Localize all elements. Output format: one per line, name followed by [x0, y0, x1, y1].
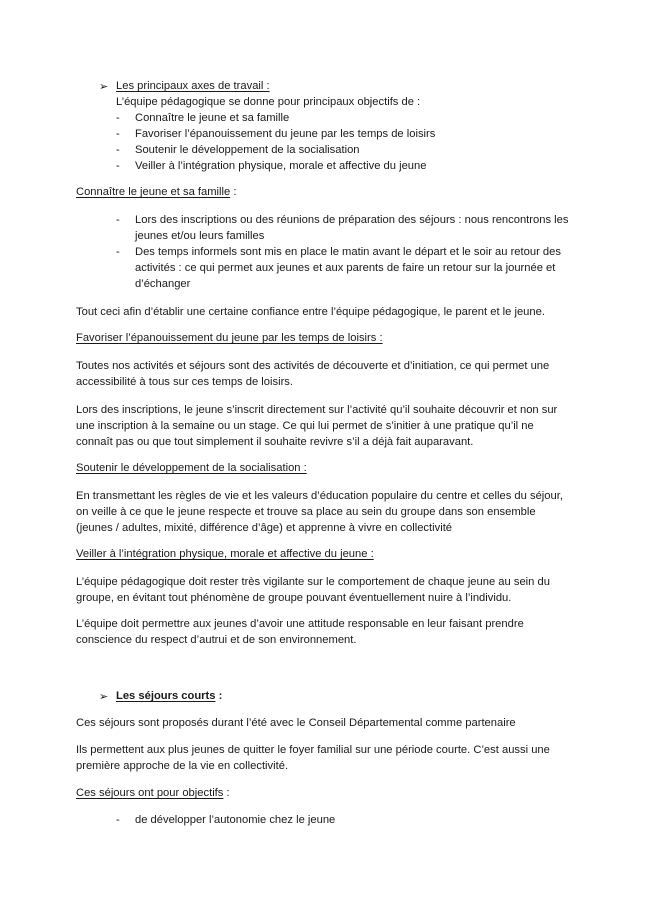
axes-item: Connaître le jeune et sa famille [135, 112, 290, 124]
axes-heading: Les principaux axes de travail : [116, 80, 270, 92]
dash-bullet-icon: - [116, 160, 120, 172]
dash-bullet-icon: - [116, 214, 120, 226]
dash-bullet-icon: - [116, 246, 120, 258]
axes-intro: L’équipe pédagogique se donne pour principaux objectifs de : [116, 96, 421, 108]
sejours-objective-item: de développer l’autonomie chez le jeune [135, 814, 336, 826]
section4-paragraph: L’équipe pédagogique doit rester très vigilante sur le comportement de chaque jeune au sein du groupe, en évitant tout phénomène de groupe pouvant éventuellement nuire à l’individu. [76, 576, 550, 604]
section2-paragraph: Toutes nos activités et séjours sont des activités de découverte et d’initiation, ce qui permet une accessibilité à tous sur ces temps de loisirs. [76, 360, 550, 388]
dash-bullet-icon: - [116, 814, 120, 826]
axes-item: Favoriser l’épanouissement du jeune par les temps de loisirs [135, 128, 436, 140]
sejours-heading: Les séjours courts : [116, 690, 223, 702]
section-heading-soutenir: Soutenir le développement de la socialisation : [76, 462, 307, 474]
dash-bullet-icon: - [116, 144, 120, 156]
dash-bullet-icon: - [116, 112, 120, 124]
section1-item: Lors des inscriptions ou des réunions de préparation des séjours : nous rencontrons les jeunes et/ou leurs familles [135, 214, 569, 242]
sejours-objectives-heading: Ces séjours ont pour objectifs : [76, 787, 230, 799]
arrow-bullet-icon: ➢ [99, 691, 109, 703]
sejours-paragraph: Ces séjours sont proposés durant l’été avec le Conseil Départemental comme partenaire [76, 717, 516, 729]
section-heading-veiller: Veiller à l’intégration physique, morale et affective du jeune : [76, 548, 374, 560]
section4-paragraph: L’équipe doit permettre aux jeunes d’avoir une attitude responsable en leur faisant prendre conscience du respect d’autrui et de son environnement. [76, 618, 524, 646]
section1-item: Des temps informels sont mis en place le matin avant le départ et le soir au retour des activités : ce qui permet aux jeunes et aux parents de faire un retour sur la journée et d’échanger [135, 246, 561, 290]
axes-item: Soutenir le développement de la socialisation [135, 144, 360, 156]
section1-conclusion: Tout ceci afin d’établir une certaine confiance entre l’équipe pédagogique, le parent et le jeune. [76, 306, 545, 318]
section-heading-favoriser: Favoriser l’épanouissement du jeune par les temps de loisirs : [76, 332, 383, 344]
dash-bullet-icon: - [116, 128, 120, 140]
sejours-paragraph: Ils permettent aux plus jeunes de quitter le foyer familial sur une période courte. C’est aussi une première approche de la vie en collectivité. [76, 744, 550, 772]
arrow-bullet-icon: ➢ [99, 81, 109, 93]
section-heading-connaitre: Connaître le jeune et sa famille : [76, 186, 237, 198]
axes-item: Veiller à l’intégration physique, morale et affective du jeune [135, 160, 427, 172]
section2-paragraph: Lors des inscriptions, le jeune s’inscrit directement sur l’activité qu’il souhaite découvrir et non sur une inscription à la semaine ou un stage. Ce qui lui permet de s’initier à une pratique qu’il ne connaît pas ou que tout simplement il souhaite revivre s’il a déjà fait auparavant. [76, 404, 558, 448]
section3-paragraph: En transmettant les règles de vie et les valeurs d’éducation populaire du centre et celles du séjour, on veille à ce que le jeune respecte et trouve sa place au sein du groupe dans son ensemble (jeunes / adultes, mixité, différence d’âge) et apprenne à vivre en collectivité [76, 490, 563, 534]
